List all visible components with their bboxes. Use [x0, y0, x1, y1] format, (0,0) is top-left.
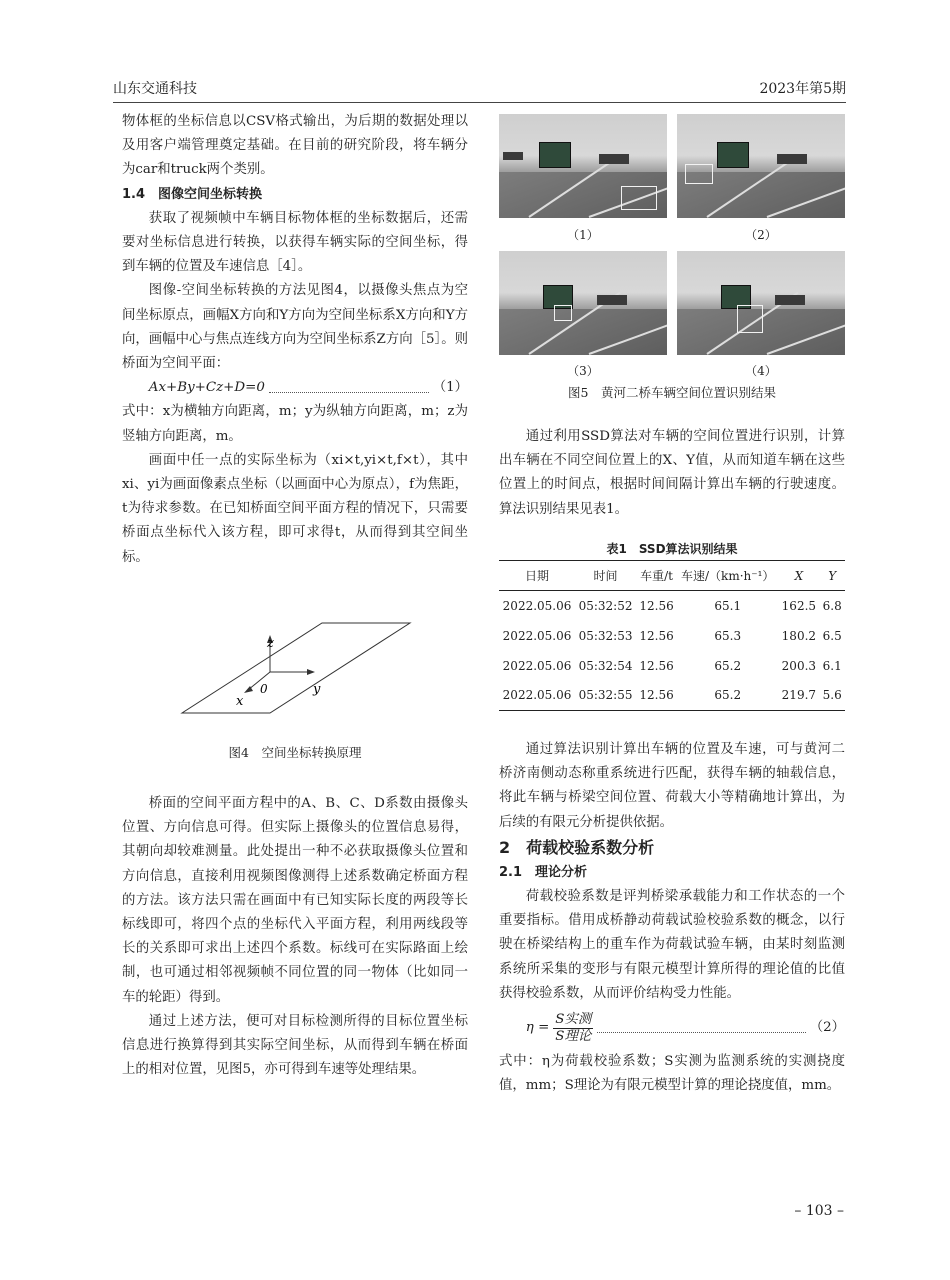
paragraph: 图像-空间坐标转换的方法见图4，以摄像头焦点为空间坐标原点，画幅X方向和Y方向为空间坐标系X方向和Y方向，画幅中心与焦点连线方向为空间坐标系Z方向［5］。则桥面为空间平面： — [122, 283, 468, 372]
equation-2-denominator: S理论 — [555, 1028, 592, 1044]
section-heading-1-4: 1.4 图像空间坐标转换 — [122, 186, 263, 202]
column-header: X — [794, 568, 804, 583]
left-column-lower — [122, 792, 468, 1082]
equation-2-fraction — [553, 1012, 593, 1045]
equation-1-number: （1） — [432, 380, 468, 396]
table-cell: 2022.05.06 — [502, 658, 572, 673]
table-cell: 12.56 — [639, 628, 674, 643]
figure-4-caption: 图4 空间坐标转换原理 — [228, 745, 362, 760]
bridge-photo-2 — [677, 114, 845, 218]
equation-2-number: （2） — [809, 1019, 845, 1035]
origin-label: 0 — [260, 682, 268, 696]
bridge-photo-3 — [499, 251, 667, 355]
left-column — [122, 110, 468, 570]
paragraph: 荷载校验系数是评判桥梁承载能力和工作状态的一个重要指标。借用成桥静动荷载试验校验系数的概念，以行驶在桥梁结构上的重车作为荷载试验车辆，由某时刻监测系统所采集的变形与有限元模型计算所得的理论值的比值获得校验系数，从而评价结构受力性能。 — [499, 889, 845, 1001]
paragraph: 通过上述方法，便可对目标检测所得的目标位置坐标信息进行换算得到其实际空间坐标，从而得到车辆在桥面上的相对位置，见图5，亦可得到车速等处理结果。 — [122, 1013, 468, 1078]
paragraph: 物体框的坐标信息以CSV格式输出，为后期的数据处理以及用客户端管理奠定基础。在目前的研究阶段，将车辆分为car和truck两个类别。 — [122, 114, 468, 178]
column-header: 车重/t — [640, 569, 674, 583]
axis-z-label: z — [267, 636, 274, 651]
axis-y-label: y — [313, 682, 321, 697]
column-header: 车速/（km·h⁻¹） — [681, 569, 775, 583]
column-header: 时间 — [593, 569, 618, 583]
equation-1-body: Ax+By+Cz+D=0 — [148, 380, 265, 396]
table-cell: 65.2 — [714, 658, 742, 673]
paragraph: 通过算法识别计算出车辆的位置及车速，可与黄河二桥济南侧动态称重系统进行匹配，获得车辆的轴载信息，将此车辆与桥梁空间位置、荷载大小等精确地计算出，为后续的有限元分析提供依据。 — [499, 742, 845, 830]
table-row — [499, 621, 845, 651]
header-rule — [113, 102, 846, 103]
issue-number: 2023年第5期 — [759, 81, 846, 97]
equation-2-lhs: η = — [525, 1019, 550, 1035]
paragraph: 通过利用SSD算法对车辆的空间位置进行识别，计算出车辆在不同空间位置上的X、Y值，从而知道车辆在这些位置上的时间点，根据时间间隔计算出车辆的行驶速度。算法识别结果见表1。 — [499, 429, 845, 517]
subfigure-label: （2） — [745, 228, 777, 242]
bridge-photo-1 — [499, 114, 667, 218]
figure-4-diagram — [170, 615, 420, 720]
table-cell: 65.1 — [714, 598, 742, 613]
equation-2 — [499, 1006, 845, 1050]
equation-2-numerator: S实测 — [555, 1011, 592, 1027]
table-cell: 65.3 — [714, 628, 742, 643]
paragraph: 桥面的空间平面方程中的A、B、C、D系数由摄像头位置、方向信息可得。但实际上摄像头的位置信息易得，其朝向却较难测量。此处提出一种不必获取摄像头位置和方向信息，直接利用视频图像测得上述系数确定桥面方程的方法。该方法只需在画面中有已知实际长度的两段等长标线即可，将四个点的坐标代入平面方程，利用两线段等长的关系即可求出上述四个系数。标线可在实际路面上绘制，也可通过相邻视频帧不同位置的同一物体（比如同一车的轮距）得到。 — [122, 796, 468, 1005]
table-cell: 05:32:52 — [578, 598, 633, 613]
table-cell: 05:32:53 — [578, 628, 633, 643]
table-cell: 200.3 — [781, 658, 817, 673]
subfigure-label: （1） — [567, 228, 599, 242]
journal-name: 山东交通科技 — [113, 81, 197, 97]
table-cell: 65.2 — [714, 688, 742, 703]
column-header: 日期 — [525, 569, 550, 583]
table-cell: 2022.05.06 — [502, 688, 572, 703]
bridge-photo-4 — [677, 251, 845, 355]
paragraph: 式中：x为横轴方向距离，m；y为纵轴方向距离，m；z为竖轴方向距离，m。 — [122, 404, 468, 444]
table-cell: 05:32:54 — [578, 658, 633, 673]
table-cell: 05:32:55 — [578, 688, 633, 703]
equation-1 — [122, 376, 468, 400]
paragraph: 获取了视频帧中车辆目标物体框的坐标数据后，还需要对坐标信息进行转换，以获得车辆实际的空间坐标，得到车辆的位置及车速信息［4］。 — [122, 210, 468, 275]
table-row — [499, 591, 845, 621]
page-number: – 103 – — [794, 1203, 844, 1219]
results-table — [499, 560, 845, 711]
table-cell: 162.5 — [781, 598, 817, 613]
table-cell: 12.56 — [639, 688, 674, 703]
table-cell: 6.1 — [822, 658, 842, 673]
subfigure-label: （3） — [567, 364, 599, 378]
axis-x-label: x — [236, 694, 244, 709]
column-header: Y — [828, 568, 837, 583]
table-cell: 6.5 — [822, 628, 842, 643]
table-cell: 5.6 — [822, 688, 842, 703]
table-cell: 219.7 — [781, 688, 817, 703]
table-cell: 180.2 — [781, 628, 817, 643]
table-header-row — [499, 561, 845, 591]
paragraph: 画面中任一点的实际坐标为（xi×t,yi×t,f×t），其中xi、yi为画面像素点坐标（以画面中心为原点），f为焦距，t为待求参数。在已知桥面空间平面方程的情况下，只需要桥面点坐标代入该方程，即可求得t，从而得到其空间坐标。 — [122, 452, 468, 565]
table-1-caption: 表1 SSD算法识别结果 — [606, 542, 738, 556]
paragraph: 式中：η为荷载校验系数；S实测为监测系统的实测挠度值，mm；S理论为有限元模型计算的理论挠度值，mm。 — [499, 1054, 845, 1094]
table-cell: 2022.05.06 — [502, 628, 572, 643]
right-column-lower — [499, 738, 845, 1098]
right-paragraph-1 — [499, 425, 845, 522]
table-row — [499, 651, 845, 681]
figure-5-caption: 图5 黄河二桥车辆空间位置识别结果 — [568, 385, 776, 400]
section-heading-2: 2 荷载校验系数分析 — [499, 837, 655, 857]
table-cell: 6.8 — [822, 598, 842, 613]
table-cell: 12.56 — [639, 658, 674, 673]
table-cell: 12.56 — [639, 598, 674, 613]
section-heading-2-1: 2.1 理论分析 — [499, 864, 588, 880]
table-cell: 2022.05.06 — [502, 598, 572, 613]
subfigure-label: （4） — [745, 364, 777, 378]
table-row — [499, 681, 845, 711]
